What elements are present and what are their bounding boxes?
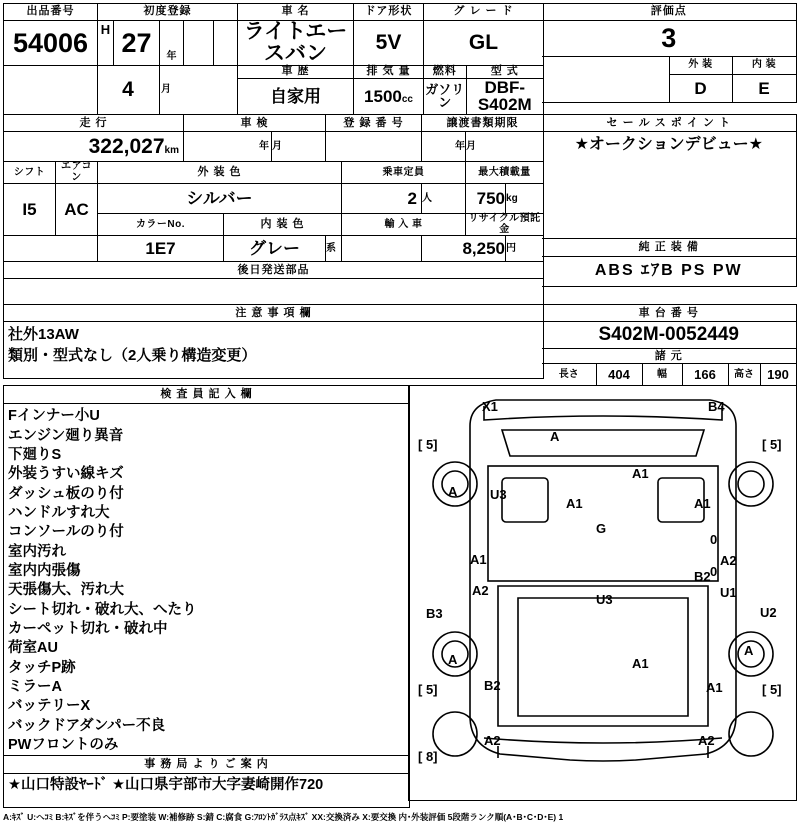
seats-unit: 人 xyxy=(422,184,466,214)
notes-chassis-section xyxy=(3,304,797,386)
rating-block xyxy=(542,3,796,115)
height-value: 190 xyxy=(760,364,796,386)
first-reg-label: 初度登録 xyxy=(98,4,238,21)
inspector-line: ダッシュ板のり付 xyxy=(8,485,124,502)
grade-value: GL xyxy=(424,21,544,66)
office-body: ★山口特設ﾔｰﾄﾞ ★山口県宇部市大字妻崎開作720 xyxy=(8,777,324,794)
sales-equip-block xyxy=(542,114,796,305)
import-value xyxy=(342,236,422,262)
mark-bracket-5-rr: [ 5] xyxy=(761,682,781,698)
inspector-line: タッチP跡 xyxy=(8,659,76,676)
inspector-line: シート切れ・破れ大、へたり xyxy=(8,601,197,618)
mark-dash-b: 0 xyxy=(709,564,717,580)
fuel-model-label-row xyxy=(424,66,544,79)
displacement-cell xyxy=(354,78,424,115)
grade-label: グ レ ー ド xyxy=(424,4,544,21)
history-label: 車 歴 xyxy=(238,66,354,79)
mark-A1-e: A1 xyxy=(631,656,649,672)
mark-dash-a: 0 xyxy=(709,532,717,548)
mark-U3-a: U3 xyxy=(489,487,507,503)
notes-title: 注 意 事 項 欄 xyxy=(4,305,544,322)
rating-value: 3 xyxy=(542,21,796,57)
first-reg-year: 27 xyxy=(114,21,160,66)
note-line: 類別・型式なし（2人乗り構造変更） xyxy=(8,346,257,364)
transfer-month: 月 xyxy=(466,132,544,162)
first-reg-month: 4 xyxy=(98,66,160,115)
mark-A-wheel-rl: A xyxy=(447,652,457,668)
fuel-model-value-row xyxy=(424,78,544,115)
top-section xyxy=(3,3,797,115)
seats-value: 2 xyxy=(342,184,422,214)
reg-no-value xyxy=(326,132,422,162)
int-color-label: 内 装 色 xyxy=(224,214,342,236)
dims-label: 諸 元 xyxy=(542,349,796,364)
inspector-line: 室内内張傷 xyxy=(8,562,81,579)
car-name-label: 車 名 xyxy=(238,4,354,21)
inspector-line: 下廻りS xyxy=(8,446,62,463)
ac-label: エアコン xyxy=(56,162,98,184)
inspection-label: 車 検 xyxy=(184,115,326,132)
fuel-value: ガソリン xyxy=(424,79,466,115)
mark-bracket-5-fl: [ 5] xyxy=(417,437,437,453)
mark-A1-d: A1 xyxy=(469,552,487,568)
first-reg-era: H xyxy=(98,21,114,66)
mark-A1-b: A1 xyxy=(565,496,583,512)
exterior-label: 外 装 xyxy=(669,57,732,75)
mileage-label: 走 行 xyxy=(4,115,184,132)
shift-label: シフト xyxy=(4,162,56,184)
history-value: 自家用 xyxy=(238,78,354,115)
mark-A2-a: A2 xyxy=(719,553,737,569)
mark-B3: B3 xyxy=(425,606,443,622)
mileage-number: 322,027 xyxy=(88,134,165,158)
recycle-value: 8,250 xyxy=(422,236,506,262)
equipment-title: 純 正 装 備 xyxy=(542,239,796,257)
interior-label: 内 装 xyxy=(732,57,796,75)
exterior-grade: D xyxy=(669,75,732,103)
color-no-value: 1E7 xyxy=(98,236,224,262)
middle-section xyxy=(3,114,797,305)
notes-body xyxy=(4,322,543,366)
inspector-line: PWフロントのみ xyxy=(8,736,119,753)
mark-A-wheel-rr: A xyxy=(743,643,753,659)
mark-A1-a: A1 xyxy=(631,466,649,482)
displacement-label: 排 気 量 xyxy=(354,66,424,79)
damage-diagram xyxy=(408,385,796,808)
inspector-block xyxy=(3,385,409,808)
load-unit: kg xyxy=(506,184,544,214)
sales-point-title: セ ー ル ス ポ イ ン ト xyxy=(542,115,796,132)
recycle-unit: 円 xyxy=(506,236,544,262)
int-color-suffix: 系 xyxy=(326,236,342,262)
load-value: 750 xyxy=(466,184,506,214)
office-title: 事 務 局 よ り ご 案 内 xyxy=(4,756,410,774)
inspector-line: コンソールのり付 xyxy=(8,524,124,541)
mark-A2-d: A2 xyxy=(697,733,715,749)
recycle-label: リサイクル預託金 xyxy=(466,214,544,236)
mark-G: G xyxy=(595,521,606,537)
int-color-value: グレー xyxy=(224,236,326,262)
ext-color-value: シルバー xyxy=(98,184,342,214)
equipment-items: ABS ｴｱB PS PW xyxy=(542,257,796,287)
seats-label: 乗車定員 xyxy=(342,162,466,184)
inspector-line: Fインナー小U xyxy=(8,408,100,425)
length-value: 404 xyxy=(596,364,642,386)
mileage-unit: km xyxy=(164,144,179,156)
car-diagram-svg xyxy=(410,386,796,795)
length-label: 長さ xyxy=(542,364,596,386)
chassis-block xyxy=(542,304,796,386)
mark-bracket-5-fr: [ 5] xyxy=(761,437,781,453)
ac-value: AC xyxy=(56,184,98,236)
door-label: ドア形状 xyxy=(354,4,424,21)
mark-B2-a: B2 xyxy=(693,569,711,585)
transfer-label: 譲渡書類期限 xyxy=(422,115,544,132)
chassis-value: S402M-0052449 xyxy=(542,322,796,349)
interior-grade: E xyxy=(732,75,796,103)
width-label: 幅 xyxy=(642,364,682,386)
bottom-section xyxy=(3,385,797,808)
mark-B2-b: B2 xyxy=(483,678,501,694)
displacement-unit: cc xyxy=(401,93,413,105)
mark-A-hood: A xyxy=(549,429,559,445)
displacement-value: 1500 xyxy=(364,86,402,106)
mark-A-wheel-fl: A xyxy=(447,484,457,500)
later-parts-value xyxy=(4,279,544,305)
inspector-line: バッテリーX xyxy=(8,698,91,715)
mark-B4: B4 xyxy=(707,399,725,415)
mark-A2-b: A2 xyxy=(471,583,489,599)
width-value: 166 xyxy=(682,364,728,386)
first-reg-month-top xyxy=(184,21,214,66)
inspection-year xyxy=(184,132,272,162)
mark-X1: X1 xyxy=(481,399,498,415)
sales-point-body: ★オークションデビュー★ xyxy=(542,132,796,239)
inspector-line: 室内汚れ xyxy=(8,543,66,560)
mark-A1-f: A1 xyxy=(705,680,723,696)
mark-bracket-8: [ 8] xyxy=(417,749,437,765)
first-reg-month-unit-top xyxy=(214,21,238,66)
inspector-line: 外装うすい線キズ xyxy=(8,466,124,483)
rating-label: 評価点 xyxy=(542,4,796,21)
car-name-value: ライトエースバン xyxy=(238,21,354,66)
notes-block xyxy=(3,304,543,386)
mark-bracket-5-rl: [ 5] xyxy=(417,682,437,698)
mark-U2: U2 xyxy=(759,605,777,621)
mark-U3-b: U3 xyxy=(595,592,613,608)
legend-footer: A:ｷｽﾞ U:ヘｺﾐ B:ｷｽﾞを伴うヘｺﾐ P:要塗装 W:補修跡 S:錆 C:腐食 G:ﾌﾛﾝﾄｶﾞﾗｽ点ｷｽﾞ XX:交換済み X:要交換 内･外装評価 5段階ランク順(A･B･C･D･E) 1 xyxy=(3,812,564,823)
note-line: 社外13AW xyxy=(8,326,79,344)
later-parts-label: 後日発送部品 xyxy=(4,262,544,279)
chassis-label: 車 台 番 号 xyxy=(542,305,796,322)
mileage-value xyxy=(4,132,184,162)
lot-no-label: 出品番号 xyxy=(4,4,98,21)
inspection-year-unit: 年 xyxy=(259,140,269,152)
transfer-year: 年 xyxy=(422,132,466,162)
lot-no-value: 54006 xyxy=(4,21,98,66)
inspector-line: 荷室AU xyxy=(8,640,58,657)
color-no-label: カラーNo. xyxy=(98,214,224,236)
mileage-spec-block xyxy=(3,114,543,305)
ext-color-label: 外 装 色 xyxy=(98,162,342,184)
inspector-line: バックドアダンパー不良 xyxy=(8,717,166,734)
inspector-line: 天張傷大、汚れ大 xyxy=(8,582,124,599)
inspector-line: ハンドルすれ大 xyxy=(8,504,110,521)
shift-value: I5 xyxy=(4,184,56,236)
door-value: 5V xyxy=(354,21,424,66)
inspector-line: エンジン廻り異音 xyxy=(8,427,124,444)
inspection-month: 月 xyxy=(272,132,326,162)
mark-U1: U1 xyxy=(719,585,737,601)
model-code-value: DBF-S402M xyxy=(466,79,543,115)
height-label: 高さ xyxy=(728,364,760,386)
mark-A2-c: A2 xyxy=(483,733,501,749)
reg-no-label: 登 録 番 号 xyxy=(326,115,422,132)
fuel-label: 燃料 xyxy=(424,66,466,78)
load-label: 最大積載量 xyxy=(466,162,544,184)
model-code-label: 型 式 xyxy=(466,66,543,78)
inspector-line: カーペット切れ・破れ中 xyxy=(8,620,168,637)
first-reg-year-unit: 年 xyxy=(160,21,184,66)
mark-A1-c: A1 xyxy=(693,496,711,512)
inspector-line: ミラーA xyxy=(8,678,62,695)
inspector-list xyxy=(4,404,409,755)
import-label: 輸 入 車 xyxy=(342,214,466,236)
inspector-title: 検 査 員 記 入 欄 xyxy=(4,386,410,404)
first-reg-month-unit: 月 xyxy=(160,66,238,115)
vehicle-info-block xyxy=(3,3,543,115)
